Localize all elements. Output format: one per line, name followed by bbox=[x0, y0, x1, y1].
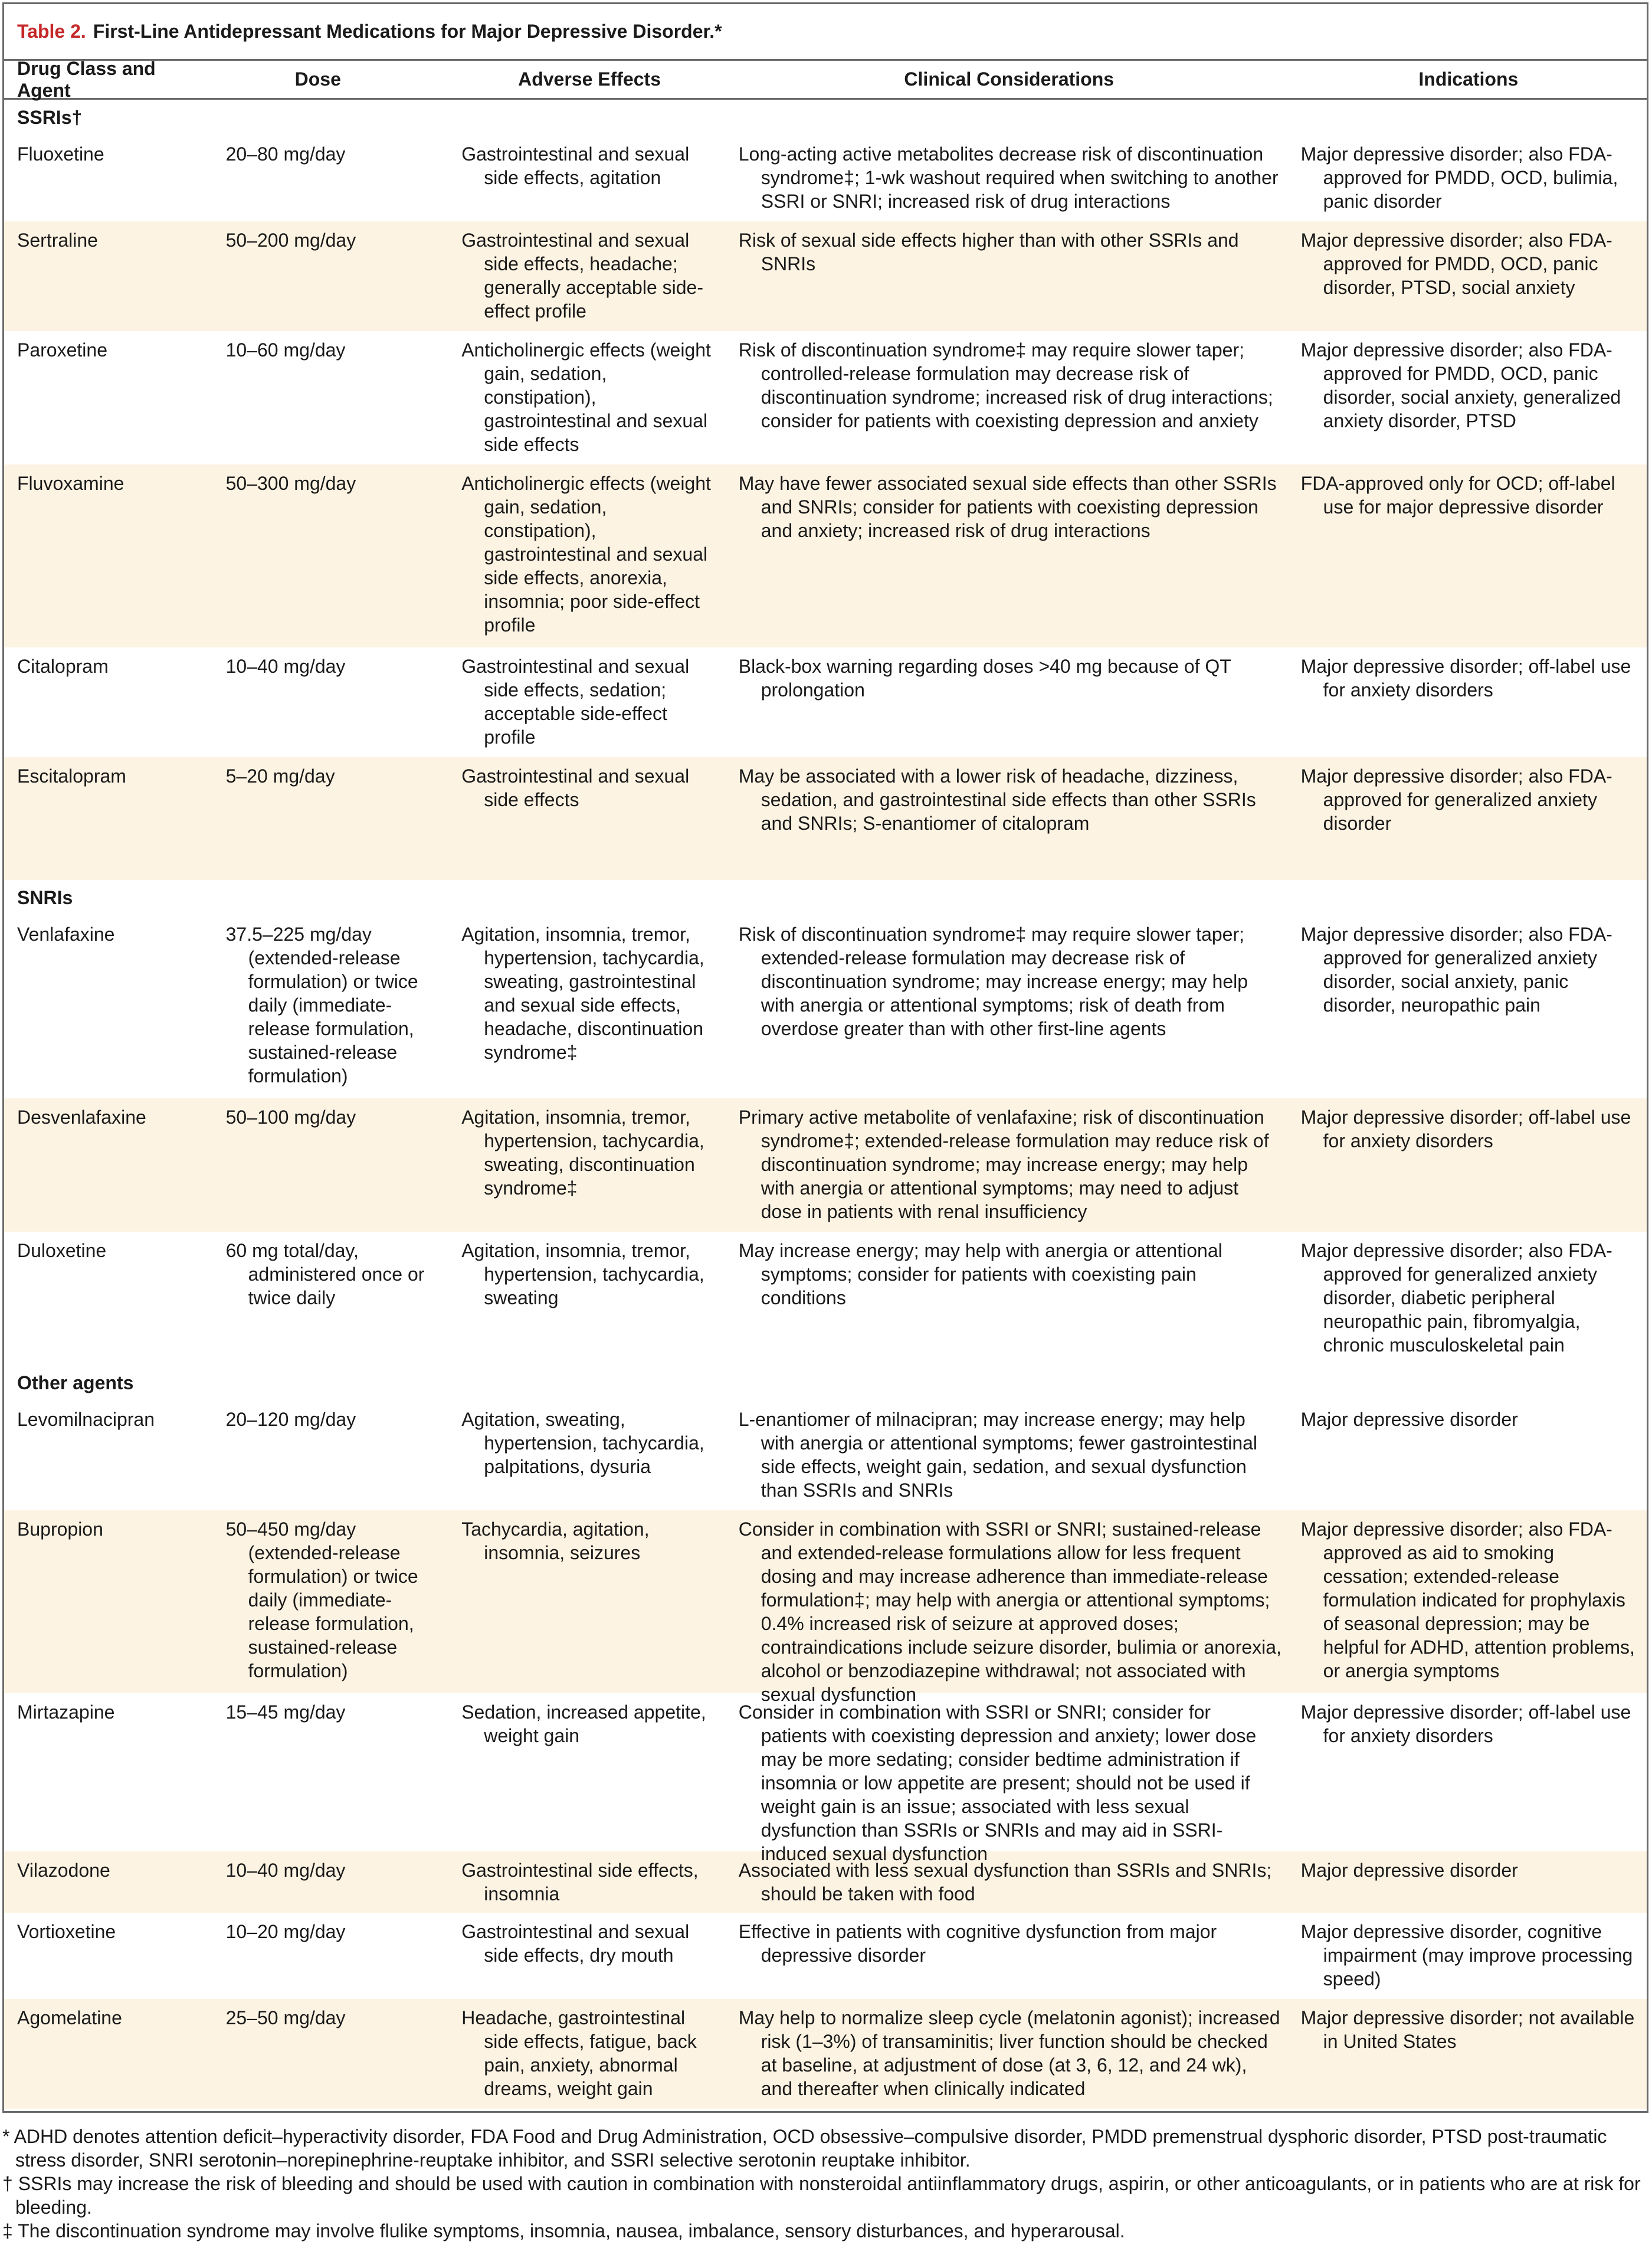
drug-agent-cell: Venlafaxine bbox=[17, 924, 115, 945]
table-number-label: Table 2. bbox=[17, 21, 86, 42]
adverse-effects-cell: Gastrointestinal and sexual side effects, dry mouth bbox=[461, 1921, 690, 1966]
adverse-effects-cell: Headache, gastrointestinal side effects, fatigue, back pain, anxiety, abnormal dreams, weight gain bbox=[461, 2007, 697, 2099]
table-body bbox=[4, 100, 1647, 2109]
clinical-considerations-cell: Risk of discontinuation syndrome‡ may require slower taper; extended-release formulation may decrease risk of discontinuation syndrome; may increase energy; may help with anergia or attentional symptoms; risk of death from overdose greater than with other first-line agents bbox=[738, 924, 1248, 1039]
dose-cell: 50–100 mg/day bbox=[225, 1107, 356, 1128]
indications-cell: Major depressive disorder; also FDA-approved as aid to smoking cessation; extended-release formulation indicated for prophylaxis of seasonal depression; may be helpful for ADHD, attention problems, or anergia symptoms bbox=[1300, 1519, 1635, 1681]
adverse-effects-cell: Agitation, insomnia, tremor, hypertension, tachycardia, sweating bbox=[461, 1240, 704, 1308]
indications-cell: Major depressive disorder; off-label use for anxiety disorders bbox=[1300, 656, 1631, 701]
indications-cell: Major depressive disorder; also FDA-approved for PMDD, OCD, panic disorder, PTSD, social anxiety bbox=[1300, 230, 1612, 298]
adverse-effects-cell: Gastrointestinal and sexual side effects bbox=[461, 765, 690, 810]
column-header-clinical-considerations: Clinical Considerations bbox=[904, 68, 1115, 90]
adverse-effects-cell: Sedation, increased appetite, weight gain bbox=[461, 1701, 706, 1746]
adverse-effects-cell: Anticholinergic effects (weight gain, sedation, constipation), gastrointestinal and sexual side effects bbox=[461, 339, 711, 455]
table-row bbox=[4, 221, 1647, 331]
indications-cell: Major depressive disorder; also FDA-approved for generalized anxiety disorder, diabetic peripheral neuropathic pain, fibromyalgia, chronic musculoskeletal pain bbox=[1300, 1240, 1612, 1356]
drug-agent-cell: Agomelatine bbox=[17, 2007, 122, 2028]
indications-cell: Major depressive disorder; off-label use for anxiety disorders bbox=[1300, 1107, 1631, 1151]
section-header: SSRIs† bbox=[17, 106, 83, 128]
clinical-considerations-cell: May be associated with a lower risk of headache, dizziness, sedation, and gastrointestinal side effects than other SSRIs and SNRIs; S-enantiomer of citalopram bbox=[738, 765, 1256, 834]
footnote-abbreviations: * ADHD denotes attention deficit–hyperactivity disorder, FDA Food and Drug Administration, OCD obsessive–compulsive disorder, PMDD premenstrual dysphoric disorder, PTSD post-traumatic stress disorder, SNRI serotonin–norepinephrine-reuptake inhibitor, and SSRI selective serotonin reuptake inhibitor. bbox=[2, 2126, 1607, 2171]
adverse-effects-cell: Anticholinergic effects (weight gain, sedation, constipation), gastrointestinal and sexual side effects, anorexia, insomnia; poor side-effect profile bbox=[461, 473, 711, 636]
table-row bbox=[4, 1693, 1647, 1864]
clinical-considerations-cell: Effective in patients with cognitive dysfunction from major depressive disorder bbox=[738, 1921, 1217, 1966]
dose-cell: 50–450 mg/day (extended-release formulation) or twice daily (immediate-release formulation, sustained-release formulation) bbox=[225, 1519, 418, 1681]
clinical-considerations-cell: Primary active metabolite of venlafaxine; risk of discontinuation syndrome‡; extended-release formulation may reduce risk of discontinuation syndrome; may increase energy; may help with anergia or attentional symptoms; may need to adjust dose in patients with renal insufficiency bbox=[738, 1107, 1269, 1222]
clinical-considerations-cell: May increase energy; may help with anergia or attentional symptoms; consider for patients with coexisting pain conditions bbox=[738, 1240, 1222, 1308]
clinical-considerations-cell: May have fewer associated sexual side effects than other SSRIs and SNRIs; consider for patients with coexisting depression and anxiety; increased risk of drug interactions bbox=[738, 473, 1277, 541]
drug-agent-cell: Desvenlafaxine bbox=[17, 1107, 146, 1128]
indications-cell: Major depressive disorder, cognitive impairment (may improve processing speed) bbox=[1300, 1921, 1633, 1989]
table-row bbox=[4, 1913, 1647, 1999]
dose-cell: 60 mg total/day, administered once or twice daily bbox=[225, 1240, 425, 1308]
drug-agent-cell: Mirtazapine bbox=[17, 1701, 115, 1723]
table-row bbox=[4, 1510, 1647, 1705]
adverse-effects-cell: Agitation, insomnia, tremor, hypertension, tachycardia, sweating, discontinuation syndrome‡ bbox=[461, 1107, 704, 1199]
table-title bbox=[4, 4, 1647, 61]
table-row bbox=[4, 647, 1647, 757]
indications-cell: Major depressive disorder bbox=[1300, 1409, 1518, 1430]
adverse-effects-cell: Tachycardia, agitation, insomnia, seizures bbox=[461, 1519, 650, 1563]
drug-agent-cell: Levomilnacipran bbox=[17, 1409, 155, 1430]
adverse-effects-cell: Gastrointestinal and sexual side effects, headache; generally acceptable side-effect profile bbox=[461, 230, 703, 322]
dose-cell: 20–120 mg/day bbox=[225, 1409, 356, 1430]
indications-cell: Major depressive disorder; also FDA-approved for generalized anxiety disorder bbox=[1300, 765, 1612, 834]
column-header-row bbox=[4, 57, 1647, 101]
drug-agent-cell: Paroxetine bbox=[17, 339, 107, 361]
dose-cell: 5–20 mg/day bbox=[225, 765, 335, 787]
table-row bbox=[4, 1851, 1647, 1913]
clinical-considerations-cell: L-enantiomer of milnacipran; may increase energy; may help with anergia or attentional symptoms; fewer gastrointestinal side effects, weight gain, sedation, and sexual dysfunction than SSRIs and SNRIs bbox=[738, 1409, 1258, 1501]
indications-cell: Major depressive disorder; also FDA-approved for PMDD, OCD, bulimia, panic disorder bbox=[1300, 143, 1618, 212]
clinical-considerations-cell: Consider in combination with SSRI or SNRI; sustained-release and extended-release formulations allow for less frequent dosing and may increase adherence than immediate-release formulation‡; may help with anergia or attentional symptoms; 0.4% increased risk of seizure at approved doses; contraindications include seizure disorder, bulimia or anorexia, alcohol or benzodiazepine withdrawal; not associated with sexual dysfunction bbox=[738, 1519, 1281, 1705]
indications-cell: Major depressive disorder; also FDA-approved for generalized anxiety disorder, social anxiety, panic disorder, neuropathic pain bbox=[1300, 924, 1612, 1016]
dose-cell: 15–45 mg/day bbox=[225, 1701, 346, 1723]
dose-cell: 10–60 mg/day bbox=[225, 339, 346, 361]
drug-agent-cell: Citalopram bbox=[17, 656, 109, 677]
section-header: SNRIs bbox=[17, 886, 73, 908]
drug-agent-cell: Sertraline bbox=[17, 230, 98, 251]
adverse-effects-cell: Agitation, sweating, hypertension, tachycardia, palpitations, dysuria bbox=[461, 1409, 704, 1477]
drug-agent-cell: Bupropion bbox=[17, 1519, 103, 1540]
column-header-dose: Dose bbox=[294, 68, 341, 90]
dose-cell: 10–40 mg/day bbox=[225, 1860, 346, 1881]
indications-cell: FDA-approved only for OCD; off-label use for major depressive disorder bbox=[1300, 473, 1615, 518]
footnote-ssri-bleeding: † SSRIs may increase the risk of bleeding and should be used with caution in combination with nonsteroidal antiinflammatory drugs, aspirin, or other anticoagulants, or in patients who are at risk for bleeding. bbox=[2, 2173, 1641, 2218]
drug-agent-cell: Fluvoxamine bbox=[17, 473, 124, 494]
indications-cell: Major depressive disorder bbox=[1300, 1860, 1518, 1881]
adverse-effects-cell: Gastrointestinal side effects, insomnia bbox=[461, 1860, 699, 1904]
indications-cell: Major depressive disorder; not available in United States bbox=[1300, 2007, 1635, 2052]
table-title-text: First-Line Antidepressant Medications for Major Depressive Disorder.* bbox=[93, 21, 722, 42]
footnote-discontinuation: ‡ The discontinuation syndrome may involve flulike symptoms, insomnia, nausea, imbalance, sensory disturbances, and hyperarousal. bbox=[2, 2220, 1125, 2241]
drug-agent-cell: Vortioxetine bbox=[17, 1921, 116, 1942]
clinical-considerations-cell: Black-box warning regarding doses >40 mg because of QT prolongation bbox=[738, 656, 1231, 701]
drug-agent-cell: Escitalopram bbox=[17, 765, 126, 787]
table-row bbox=[4, 135, 1647, 221]
section-header: Other agents bbox=[17, 1372, 134, 1393]
table-row bbox=[4, 1999, 1647, 2109]
dose-cell: 10–40 mg/day bbox=[225, 656, 346, 677]
table-row bbox=[4, 915, 1647, 1098]
clinical-considerations-cell: May help to normalize sleep cycle (melatonin agonist); increased risk (1–3%) of transaminitis; liver function should be checked at baseline, at adjustment of dose (at 3, 6, 12, and 24 wk), and thereafter when clinically indicated bbox=[738, 2007, 1280, 2099]
indications-cell: Major depressive disorder; off-label use for anxiety disorders bbox=[1300, 1701, 1631, 1746]
table-row bbox=[4, 1400, 1647, 1510]
table-row bbox=[4, 331, 1647, 464]
drug-agent-cell: Duloxetine bbox=[17, 1240, 107, 1261]
table-row bbox=[4, 1098, 1647, 1232]
clinical-considerations-cell: Risk of discontinuation syndrome‡ may require slower taper; controlled-release formulation may decrease risk of discontinuation syndrome; increased risk of drug interactions; consider for patients with coexisting depression and anxiety bbox=[738, 339, 1273, 431]
indications-cell: Major depressive disorder; also FDA-approved for PMDD, OCD, panic disorder, social anxiety, generalized anxiety disorder, PTSD bbox=[1300, 339, 1621, 431]
dose-cell: 50–300 mg/day bbox=[225, 473, 356, 494]
dose-cell: 20–80 mg/day bbox=[225, 143, 346, 165]
column-header-agent: Drug Class and Agent bbox=[17, 57, 156, 101]
adverse-effects-cell: Gastrointestinal and sexual side effects, sedation; acceptable side-effect profile bbox=[461, 656, 690, 748]
dose-cell: 50–200 mg/day bbox=[225, 230, 356, 251]
table-row bbox=[4, 1232, 1647, 1365]
dose-cell: 25–50 mg/day bbox=[225, 2007, 346, 2028]
clinical-considerations-cell: Associated with less sexual dysfunction than SSRIs and SNRIs; should be taken with food bbox=[738, 1860, 1272, 1904]
dose-cell: 37.5–225 mg/day (extended-release formulation) or twice daily (immediate-release formulation, sustained-release formulation) bbox=[225, 924, 418, 1087]
dose-cell: 10–20 mg/day bbox=[225, 1921, 346, 1942]
medication-table bbox=[2, 2, 1648, 2113]
clinical-considerations-cell: Long-acting active metabolites decrease risk of discontinuation syndrome‡; 1-wk washout required when switching to another SSRI or SNRI; increased risk of drug interactions bbox=[738, 143, 1279, 212]
clinical-considerations-cell: Consider in combination with SSRI or SNRI; consider for patients with coexisting depression and anxiety; lower dose may be more sedating; consider bedtime administration if insomnia or low appetite are present; should not be used if weight gain is an issue; associated with less sexual dysfunction than SSRIs or SNRIs and may aid in SSRI-induced sexual dysfunction bbox=[738, 1701, 1257, 1864]
drug-agent-cell: Vilazodone bbox=[17, 1860, 110, 1881]
column-header-adverse-effects: Adverse Effects bbox=[518, 68, 661, 90]
adverse-effects-cell: Agitation, insomnia, tremor, hypertension, tachycardia, sweating, gastrointestinal and sexual side effects, headache, discontinuation syndrome‡ bbox=[461, 924, 704, 1063]
column-header-indications: Indications bbox=[1418, 68, 1519, 90]
clinical-considerations-cell: Risk of sexual side effects higher than with other SSRIs and SNRIs bbox=[738, 230, 1239, 274]
table-row bbox=[4, 757, 1647, 880]
table-row bbox=[4, 464, 1647, 647]
drug-agent-cell: Fluoxetine bbox=[17, 143, 104, 165]
adverse-effects-cell: Gastrointestinal and sexual side effects, agitation bbox=[461, 143, 690, 188]
footnotes bbox=[2, 2125, 1643, 2243]
